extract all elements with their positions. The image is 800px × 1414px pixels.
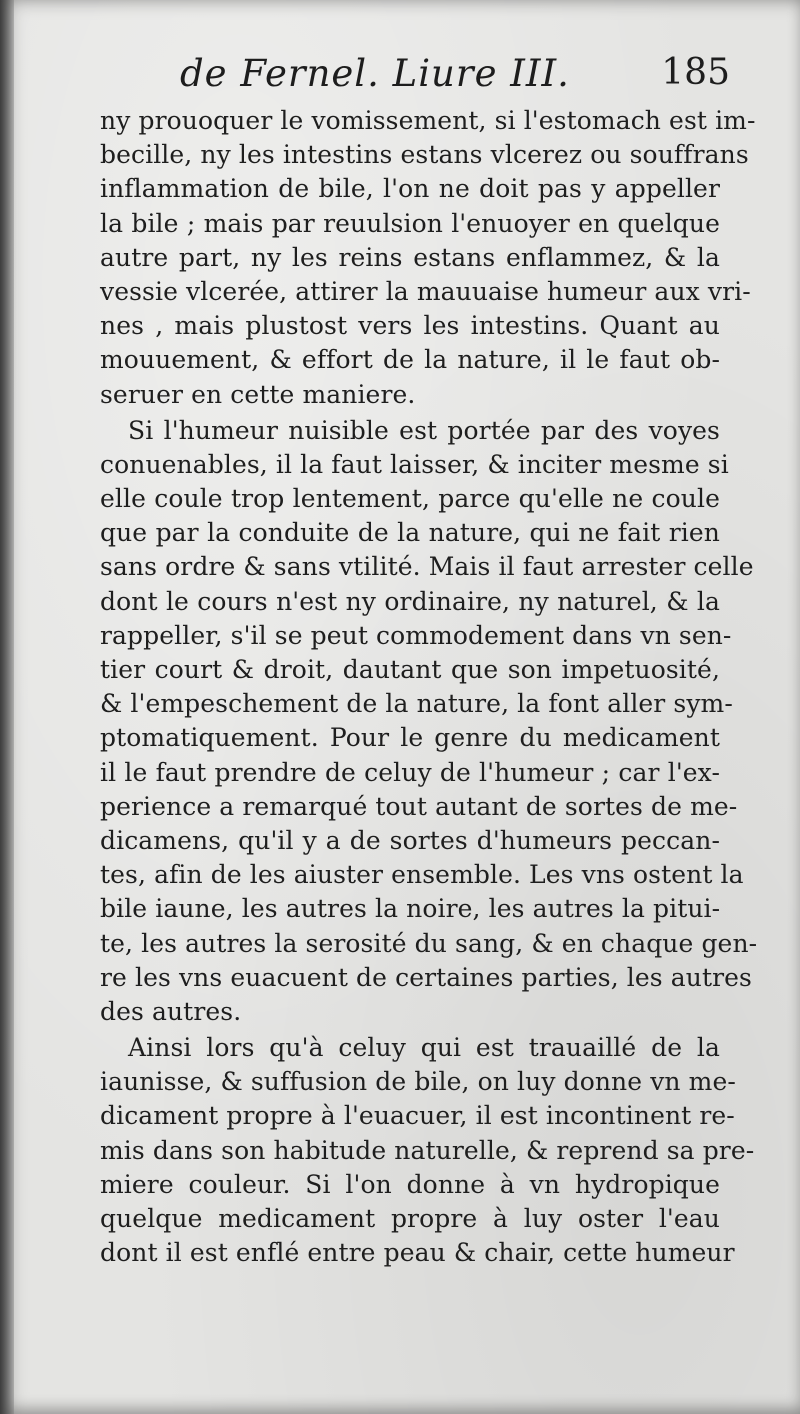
text-line: vessie vlcerée, attirer la mauuaise humeur aux vri-	[100, 276, 751, 306]
text-line: ptomatiquement. Pour le genre du medicament	[100, 723, 720, 753]
text-line: Si l'humeur nuisible est portée par des voyes	[128, 415, 720, 445]
text-line: conuenables, il la faut laisser, & inciter mesme si	[100, 449, 729, 479]
text-line: dont le cours n'est ny ordinaire, ny naturel, & la	[100, 586, 720, 616]
text-line: nes , mais plustost vers les intestins. Quant au	[100, 311, 720, 341]
paragraph	[100, 414, 758, 1029]
running-head	[150, 52, 730, 102]
text-line: quelque medicament propre à luy oster l'eau	[100, 1204, 720, 1233]
page-gutter-shadow	[0, 0, 14, 1414]
text-line: dicamens, qu'il y a de sortes d'humeurs peccan-	[100, 825, 720, 855]
text-line: bile iaune, les autres la noire, les autres la pitui-	[100, 894, 721, 924]
text-line: sans ordre & sans vtilité. Mais il faut arrester celle	[100, 552, 754, 582]
text-line: mis dans son habitude naturelle, & reprend sa pre-	[100, 1135, 755, 1165]
text-line: tier court & droit, dautant que son impetuosité,	[100, 655, 720, 684]
text-line: tes, afin de les aiuster ensemble. Les vns ostent la	[100, 860, 744, 890]
text-line: elle coule trop lentement, parce qu'elle ne coule	[100, 484, 720, 514]
text-line: te, les autres la serosité du sang, & en chaque gen-	[100, 928, 758, 958]
text-line: becille, ny les intestins estans vlcerez ou souffrans	[100, 140, 749, 170]
text-line: re les vns euacuent de certaines parties, les autres	[100, 962, 752, 992]
running-head-title: de Fernel. Liure III.	[180, 52, 570, 95]
text-line: il le faut prendre de celuy de l'humeur ; car l'ex-	[100, 757, 720, 787]
text-line: ny prouoquer le vomissement, si l'estomach est im-	[100, 106, 756, 135]
text-line: miere couleur. Si l'on donne à vn hydropique	[100, 1169, 720, 1199]
paragraph	[100, 1031, 755, 1270]
text-line: la bile ; mais par reuulsion l'enuoyer en quelque	[100, 208, 720, 238]
text-line: perience a remarqué tout autant de sortes de me-	[100, 791, 738, 821]
body-text	[100, 104, 758, 1270]
text-line: iaunisse, & suffusion de bile, on luy donne vn me-	[100, 1067, 736, 1097]
text-line: rappeller, s'il se peut commodement dans vn sen-	[100, 620, 732, 650]
text-line: autre part, ny les reins estans enflammez, & la	[100, 242, 720, 272]
paragraph	[100, 104, 756, 412]
text-line: mouuement, & effort de la nature, il le faut ob-	[100, 345, 720, 375]
text-line: dont il est enflé entre peau & chair, cette humeur	[100, 1238, 735, 1268]
text-line: que par la conduite de la nature, qui ne fait rien	[100, 518, 720, 548]
text-line: dicament propre à l'euacuer, il est incontinent re-	[100, 1101, 735, 1131]
text-line: inflammation de bile, l'on ne doit pas y appeller	[100, 174, 720, 204]
text-line: & l'empeschement de la nature, la font aller sym-	[100, 689, 733, 719]
page-number: 185	[661, 52, 730, 93]
text-line: seruer en cette maniere.	[100, 379, 416, 409]
text-line: Ainsi lors qu'à celuy qui est trauaillé de la	[128, 1033, 720, 1063]
text-line: des autres.	[100, 996, 242, 1026]
